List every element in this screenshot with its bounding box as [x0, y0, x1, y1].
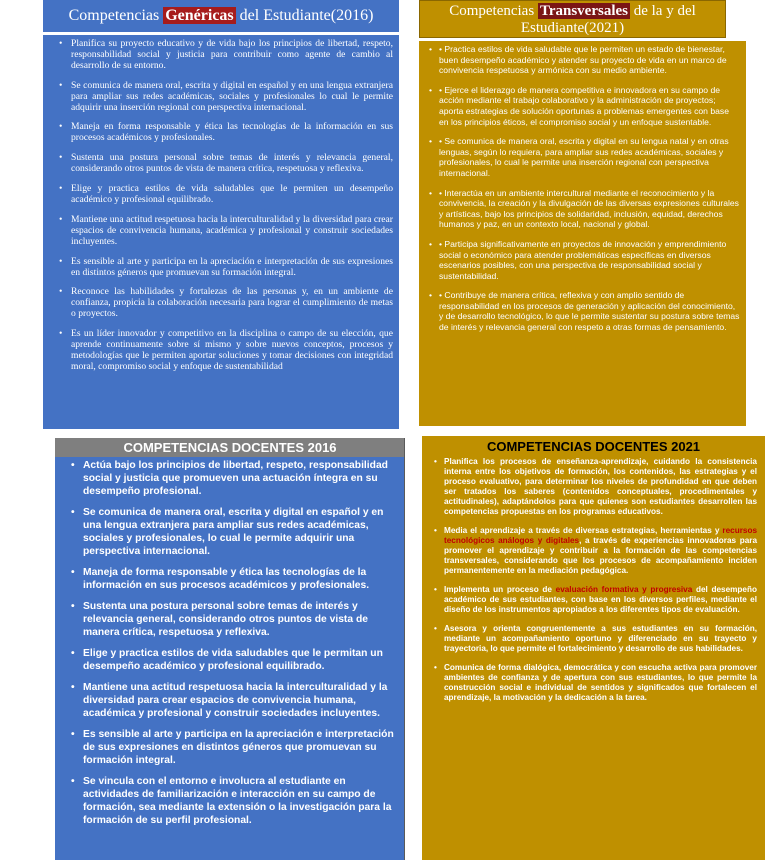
- panel-transversal-2021-title-pre: Competencias: [449, 3, 538, 19]
- list-item: • • Se comunica de manera oral, escrita y digital en su lengua natal y en otras lenguas, según lo requiera, para ampliar sus redes académicas, sociales y profesionales, lo cual le permite una inserción regional con perspectiva internacional.: [435, 136, 740, 178]
- list-item: • Reconoce las habilidades y fortalezas de las personas y, en un ambiente de confianza, propicia la colaboración necesaria para lograr el cumplimiento de metas o proyectos.: [59, 287, 393, 320]
- list-item: • Planifica los procesos de enseñanza-aprendizaje, cuidando la consistencia interna entre los objetivos de formación, los contenidos, las estrategias y el proceso evaluativo, para determinar los niveles de profundidad en que deben ser tratados los saberes (contenidos conceptuales, procedimentales y actitudinales), adaptándolos para que quienes son estudiantes desarrollen las competencias propuestas en los programas educativos.: [438, 457, 757, 517]
- list-item: • Sustenta una postura personal sobre temas de interés y relevancia general, considerando otros puntos de vista de manera crítica, respetuosa y reflexiva.: [59, 153, 393, 175]
- divider: [404, 438, 405, 860]
- panel-docentes-2021-body: [422, 457, 765, 860]
- highlighted-text: recursos tecnológicos análogos y digitales: [444, 526, 757, 545]
- list-item: • Se comunica de manera oral, escrita y digital en español y en una lengua extranjera para ampliar sus redes académicas, sociales y profesionales, lo cual le permite adquirir una perspectiva internacional.: [73, 506, 397, 558]
- panel-generic-2016-title-post: del Estudiante(2016): [235, 7, 374, 24]
- list-item: • Es un líder innovador y competitivo en la disciplina o campo de su elección, que aprende continuamente sobre sí mismo y sobre nuevos conceptos, procesos y metodologías que le permiten aportar soluciones y tomar decisiones con integridad moral, compromiso social y enfoque de sustentabilidad: [59, 329, 393, 373]
- list-item: • Mantiene una actitud respetuosa hacia la interculturalidad y la diversidad para crear espacios de convivencia humana, académica y profesional y construir sociedades incluyentes.: [59, 215, 393, 248]
- panel-transversal-2021-header: [419, 0, 726, 38]
- item-text: Implementa un proceso de: [444, 585, 556, 594]
- panel-generic-2016-body: [43, 35, 399, 429]
- item-text: Media el aprendizaje a través de diversas estrategias, herramientas y: [444, 526, 723, 535]
- panel-transversal-2021-title-post: de la y del Estudiante(2021): [520, 3, 696, 36]
- list-item: • • Participa significativamente en proyectos de innovación y emprendimiento social o económico para atender problemáticas específicas en diversos escenarios posibles, con una perspectiva de responsabilidad social y sustentabilidad.: [435, 239, 740, 281]
- list-item: • Comunica de forma dialógica, democrática y con escucha activa para promover ambientes de confianza y de apertura con sus estudiantes, lo que permite la construcción social e individual de sentidos y significados que fortalecen el aprendizaje, la motivación y la dedicación a la tarea.: [438, 663, 757, 703]
- list-item: • Es sensible al arte y participa en la apreciación e interpretación de sus expresiones en distintos géneros que promuevan su formación integral.: [59, 257, 393, 279]
- list-item: • Asesora y orienta congruentemente a sus estudiantes en su formación, mediante un acompañamiento oportuno y diferenciado en su trayecto y trayectoria, lo que permite el fortalecimiento y desarrollo de sus habilidades.: [438, 624, 757, 654]
- list-item: • Es sensible al arte y participa en la apreciación e interpretación de sus expresiones en distintos géneros que promuevan su formación integral.: [73, 728, 397, 767]
- panel-generic-2016-header: [43, 0, 399, 32]
- list-item: • • Ejerce el liderazgo de manera competitiva e innovadora en su campo de acción mediante el trabajo colaborativo y la administración de proyectos; aporta estrategias de solución oportunas a problemas emergentes con base en los principios éticos, el compromiso social y un enfoque sustentable.: [435, 85, 740, 127]
- list-item: • • Interactúa en un ambiente intercultural mediante el reconocimiento y la convivencia, la creación y la divulgación de las diversas expresiones culturales y artísticas, bajo los principios de solidaridad, inclusión, equidad, derechos humanos y paz, en un contexto local, nacional y global.: [435, 188, 740, 230]
- panel-docentes-2016-list: [73, 459, 397, 827]
- list-item: • Planifica su proyecto educativo y de vida bajo los principios de libertad, respeto, responsabilidad social y justicia para contribuir como agente de cambio al desarrollo de su entorno.: [59, 39, 393, 72]
- panel-docentes-2016-header: COMPETENCIAS DOCENTES 2016: [55, 438, 405, 457]
- item-text: del desempeño académico de sus estudiantes, con base en los diversos perfiles, mediante el diseño de los instrumentos apropiados a los diferentes tipos de evaluación.: [444, 585, 757, 614]
- list-item: • Actúa bajo los principios de libertad, respeto, responsabilidad social y justicia que promueven una actuación íntegra en su desempeño profesional.: [73, 459, 397, 498]
- list-item: • Se comunica de manera oral, escrita y digital en español y en una lengua extranjera para ampliar sus redes académicas, sociales y profesionales lo cual le permite adquirir una inserción regional con perspectiva internacional.: [59, 81, 393, 114]
- panel-transversal-2021-list: [435, 44, 740, 333]
- highlighted-text: evaluación formativa y progresiva: [555, 585, 693, 594]
- list-item: • • Practica estilos de vida saludable que le permiten un estado de bienestar, buen desempeño académico y atender su proyecto de vida en un marco de convivencia respetuosa y armónica con su medio ambiente.: [435, 44, 740, 76]
- list-item: • Maneja de forma responsable y ética las tecnologías de la información en sus procesos académicos y profesionales.: [73, 566, 397, 592]
- panel-generic-2016-title-highlight: Genéricas: [165, 7, 234, 24]
- list-item: [438, 585, 757, 615]
- list-item: • Maneja en forma responsable y ética las tecnologías de la información en sus procesos académicos y profesionales.: [59, 122, 393, 144]
- panel-docentes-2021-list: [438, 457, 757, 703]
- list-item: • Mantiene una actitud respetuosa hacia la interculturalidad y la diversidad para crear espacios de convivencia humana, académica y profesional y construir sociedades incluyentes.: [73, 681, 397, 720]
- list-item: • Elige y practica estilos de vida saludables que le permitan un desempeño académico y profesional equilibrado.: [73, 647, 397, 673]
- panel-generic-2016-list: [59, 39, 393, 373]
- list-item: [438, 526, 757, 576]
- list-item: • • Contribuye de manera crítica, reflexiva y con amplio sentido de responsabilidad en los procesos de generación y aplicación del conocimiento, y de desarrollo tecnológico, lo que le permite sustentar su postura sobre temas de interés y relevancia general con respeto a otras formas de pensamiento.: [435, 290, 740, 332]
- panel-docentes-2016-body: [55, 457, 405, 860]
- panel-transversal-2021-body: [419, 41, 746, 426]
- item-text: , a través de experiencias innovadoras para promover el aprendizaje y contribuir a la formación de las competencias transversales, considerando que los procesos de acompañamiento inciden permanentemente en la mediación pedagógica.: [444, 536, 758, 575]
- list-item: • Se vincula con el entorno e involucra al estudiante en actividades de familiarización e interacción en su campo de formación, sea mediante la extensión o la investigación para la formación de su perfil profesional.: [73, 775, 397, 827]
- list-item: • Elige y practica estilos de vida saludables que le permiten un desempeño académico y profesional equilibrado.: [59, 184, 393, 206]
- list-item: • Sustenta una postura personal sobre temas de interés y relevancia general, considerando otros puntos de vista de manera crítica, respetuosa y reflexiva.: [73, 600, 397, 639]
- panel-generic-2016-title-pre: Competencias: [68, 7, 164, 24]
- panel-docentes-2021-header: COMPETENCIAS DOCENTES 2021: [422, 436, 765, 457]
- panel-transversal-2021-title-highlight: Transversales: [539, 3, 628, 19]
